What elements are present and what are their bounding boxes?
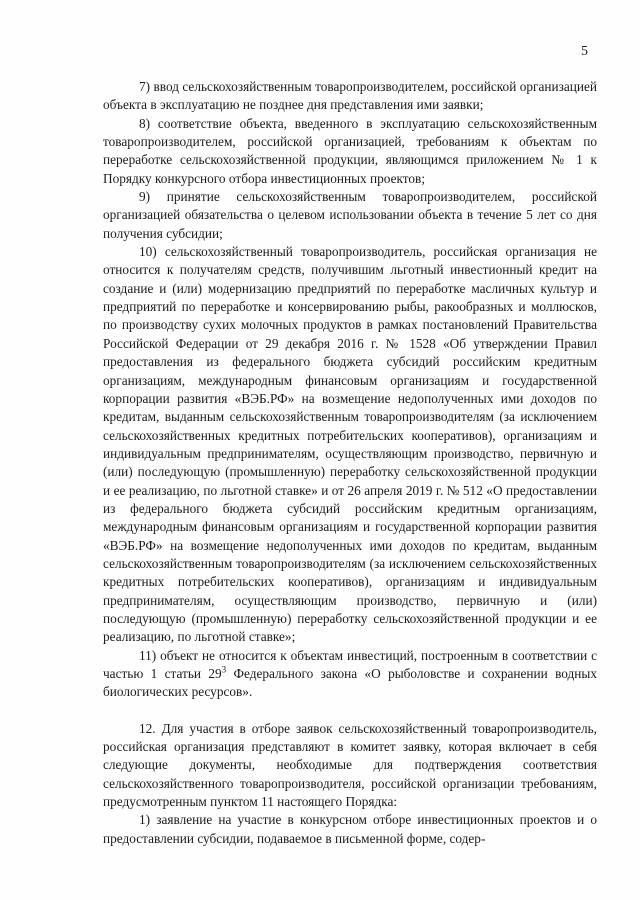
- document-body: [103, 78, 597, 848]
- paragraph-item-11-text-end: Федерального закона «О рыболовстве и сохранении водных биологических ресурсов».: [103, 666, 597, 700]
- section-gap: [103, 702, 597, 720]
- paragraph-item-11: [103, 647, 597, 702]
- paragraph-item-11-text-start: 11) объект не относится к объектам инвестиций, построенным в соответствии с частью 1 статьи 29: [103, 647, 597, 681]
- page-number: 5: [581, 44, 588, 59]
- paragraph-item-9: 9) принятие сельскохозяйственным товаропроизводителем, российской организацией обязательства о целевом использовании объекта в течение 5 лет со дня получения субсидии;: [103, 189, 597, 241]
- article-superscript: 3: [221, 664, 227, 675]
- paragraph-section-12: 12. Для участия в отборе заявок сельскохозяйственный товаропроизводитель, российская организация представляют в комитет заявку, которая включает в себя следующие документы, необходимые для подтверждения соответствия сельскохозяйственного товаропроизводителя, российской организации требованиям, предусмотренным пунктом 11 настоящего Порядка:: [103, 720, 597, 810]
- paragraph-subitem-1: 1) заявление на участие в конкурсном отборе инвестиционных проектов и о предоставлении субсидии, подаваемое в письменной форме, содер-: [103, 812, 597, 846]
- paragraph-item-8: 8) соответствие объекта, введенного в эксплуатацию сельскохозяйственным товаропроизводителем, российской организацией, требованиям к объектам по переработке сельскохозяйственной продукции, являющимся приложением № 1 к Порядку конкурсного отбора инвестиционных проектов;: [103, 115, 597, 186]
- paragraph-item-10: 10) сельскохозяйственный товаропроизводитель, российская организация не относится к получателям средств, получившим льготный инвестионный кредит на создание и (или) модернизацию предприятий по переработке масличных культур и предприятий по переработке и консервированию рыбы, ракообразных и моллюсков, по производству сухих молочных продуктов в рамках постановлений Правительства Российской Федерации от 29 декабря 2016 г. № 1528 «Об утверждении Правил предоставления из федерального бюджета субсидий российским кредитным организациям, международным финансовым организациям и государственной корпорации развития «ВЭБ.РФ» на возмещение недополученных ими доходов по кредитам, выданным сельскохозяйственным товаропроизводителям (за исключением сельскохозяйственных кредитных потребительских кооперативов), организациям и индивидуальным предпринимателям, осуществляющим производство, первичную и (или) последующую (промышленную) переработку сельскохозяйственной продукции и ее реализацию, по льготной ставке» и от 26 апреля 2019 г. № 512 «О предоставлении из федерального бюджета субсидий российским кредитным организациям, международным финансовым организациям и государственной корпорации развития «ВЭБ.РФ» на возмещение недополученных ими доходов по кредитам, выданным сельскохозяйственным товаропроизводителям (за исключением сельскохозяйственных кредитных потребительских кооперативов), организациям и индивидуальным предпринимателям, осуществляющим производство, первичную и (или) последующую (промышленную) переработку сельскохозяйственной продукции и ее реализацию, по льготной ставке»;: [103, 244, 597, 645]
- paragraph-item-7: 7) ввод сельскохозяйственным товаропроизводителем, российской организацией объекта в эксплуатацию не позднее дня представления ими заявки;: [103, 79, 597, 113]
